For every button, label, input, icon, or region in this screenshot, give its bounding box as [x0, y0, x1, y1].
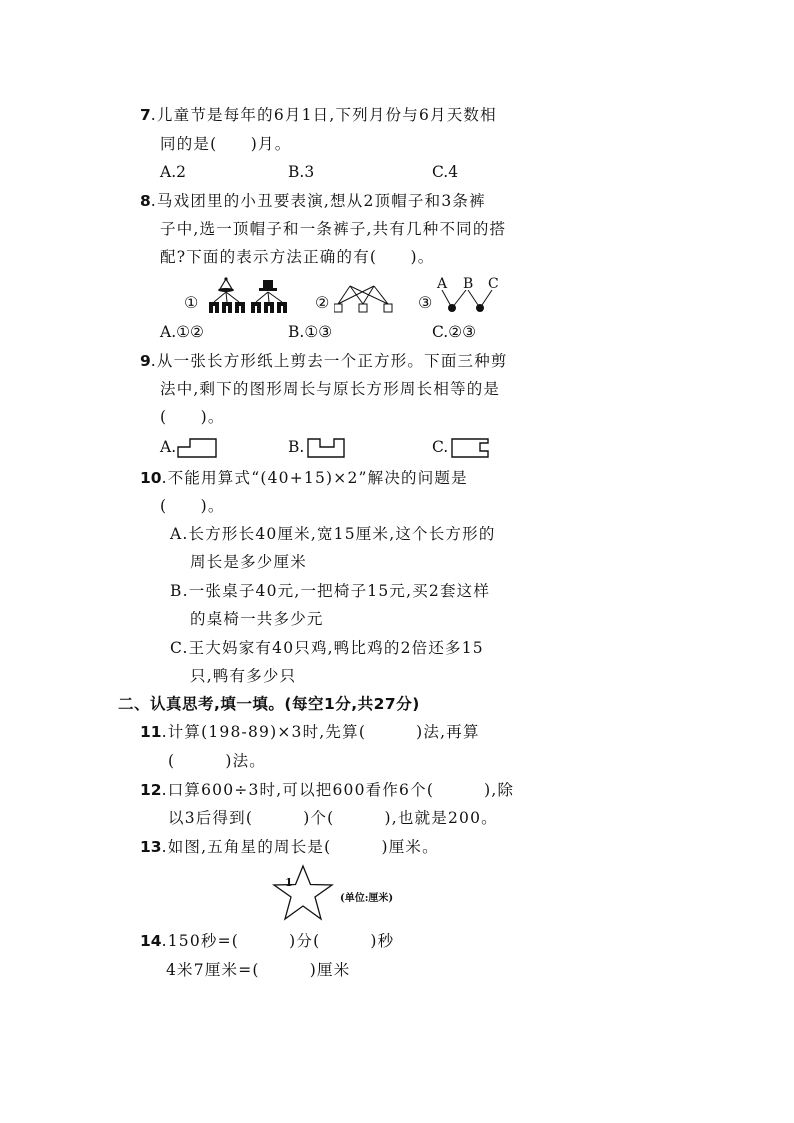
- q8-line3: 配?下面的表示方法正确的有( )。: [160, 248, 435, 266]
- q9-shape-a: [176, 437, 218, 459]
- q7-option-c[interactable]: C.4: [432, 163, 459, 181]
- q14-line2: 4米7厘米=( )厘米: [166, 961, 351, 979]
- q8-figure2-lines: [334, 280, 396, 314]
- q14-number: 14: [140, 932, 162, 950]
- q13-line1: 13.如图,五角星的周长是( )厘米。: [140, 838, 439, 856]
- q8-figure3-label: ③: [418, 293, 433, 312]
- q12-number: 12: [140, 781, 162, 799]
- q8-option-a[interactable]: A.①②: [160, 323, 204, 341]
- q8-line1: 8.马戏团里的小丑要表演,想从2顶帽子和3条裤: [140, 192, 486, 210]
- q9-option-a[interactable]: A.: [160, 438, 177, 456]
- q9-line3: ( )。: [160, 408, 225, 426]
- q11-line1: 11.计算(198-89)×3时,先算( )法,再算: [140, 723, 480, 741]
- q14-line1: 14.150秒=( )分( )秒: [140, 932, 395, 950]
- section2-title: 二、认真思考,填一填。(每空1分,共27分): [118, 695, 420, 713]
- q8-number: 8: [140, 192, 151, 210]
- q12-line2: 以3后得到( )个( ),也就是200。: [168, 809, 498, 827]
- q10-option-a-line2: 周长是多少厘米: [190, 553, 307, 571]
- star-figure: [270, 864, 336, 922]
- q9-line2: 法中,剩下的图形周长与原长方形周长相等的是: [160, 380, 501, 398]
- q8-figure3-letter-a: A: [437, 276, 448, 292]
- star-side-label: 1: [285, 876, 293, 889]
- q9-shape-c: [450, 437, 490, 459]
- q8-option-c[interactable]: C.②③: [432, 323, 477, 341]
- q8-line2: 子中,选一顶帽子和一条裤子,共有几种不同的搭: [160, 220, 507, 238]
- q9-option-b[interactable]: B.: [288, 438, 305, 456]
- q7-option-a[interactable]: A.2: [160, 163, 186, 181]
- q10-line2: ( )。: [160, 497, 225, 515]
- q9-option-c[interactable]: C.: [432, 438, 449, 456]
- q8-figure2-label: ②: [315, 293, 330, 312]
- star-unit-label: (单位:厘米): [340, 893, 394, 904]
- q7-number: 7: [140, 106, 151, 124]
- q10-option-c-line1[interactable]: C.王大妈家有40只鸡,鸭比鸡的2倍还多15: [170, 639, 484, 657]
- q9-shape-b: [306, 437, 346, 459]
- q8-figure1-label: ①: [184, 293, 199, 312]
- q10-line1: 10.不能用算式“(40+15)×2”解决的问题是: [140, 469, 468, 487]
- q10-number: 10: [140, 469, 162, 487]
- q8-figure3-letter-b: B: [463, 276, 474, 292]
- q10-option-a-line1[interactable]: A.长方形长40厘米,宽15厘米,这个长方形的: [170, 525, 496, 543]
- q10-option-c-line2: 只,鸭有多少只: [190, 667, 297, 685]
- q8-figure3-letter-c: C: [488, 276, 499, 292]
- q9-number: 9: [140, 352, 151, 370]
- q7-line2: 同的是( )月。: [160, 135, 292, 153]
- q8-option-b[interactable]: B.①③: [288, 323, 333, 341]
- q9-line1: 9.从一张长方形纸上剪去一个正方形。下面三种剪: [140, 352, 508, 370]
- q13-number: 13: [140, 838, 162, 856]
- q11-number: 11: [140, 723, 162, 741]
- q10-option-b-line1[interactable]: B.一张桌子40元,一把椅子15元,买2套这样: [170, 582, 491, 600]
- q10-option-b-line2: 的桌椅一共多少元: [190, 610, 324, 628]
- q7-option-b[interactable]: B.3: [288, 163, 315, 181]
- q8-figure3-dots: [436, 290, 500, 314]
- q8-figure1-hats-pants: [206, 277, 296, 315]
- q12-line1: 12.口算600÷3时,可以把600看作6个( ),除: [140, 781, 515, 799]
- q7-line1: 7.儿童节是每年的6月1日,下列月份与6月天数相: [140, 106, 497, 124]
- q11-line2: ( )法。: [168, 752, 266, 770]
